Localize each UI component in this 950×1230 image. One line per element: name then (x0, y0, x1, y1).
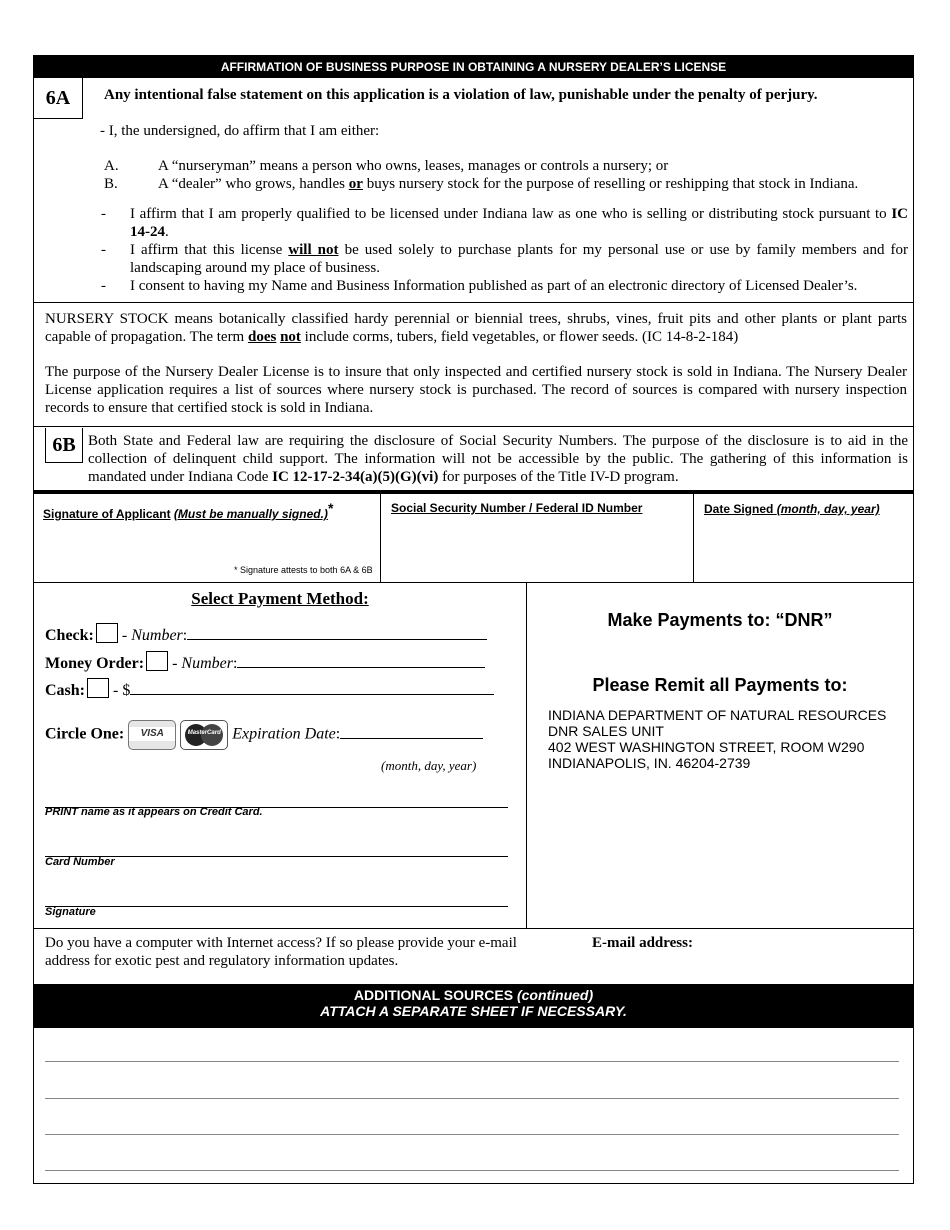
affirmation-header: AFFIRMATION OF BUSINESS PURPOSE IN OBTAINING A NURSERY DEALER’S LICENSE (34, 56, 913, 78)
divider (34, 582, 913, 583)
additional-sources-header: ADDITIONAL SOURCES (continued) ATTACH A SEPARATE SHEET IF NECESSARY. (34, 984, 913, 1028)
source-line[interactable] (45, 1170, 899, 1171)
bullet-dash: - (101, 278, 106, 294)
email-field[interactable] (704, 932, 909, 954)
option-b-text: A “dealer” who grows, handles or buys nursery stock for the purpose of reselling or reshipping that stock in Indiana. (158, 176, 859, 192)
expiration-hint: (month, day, year) (381, 758, 477, 773)
section-6a-label: 6A (34, 78, 83, 119)
divider (693, 494, 694, 582)
affirm-intro: - I, the undersigned, do affirm that I am either: (100, 123, 380, 139)
ssn-disclosure: Both State and Federal law are requiring the disclosure of Social Security Numbers. The purpose of the disclosure is to aid in the collection of delinquent child support. The information will not be accessible by the public. The gathering of this information is mandated under Indiana Code IC 12-17-2-34(a)(5)(G)(vi) for purposes of the Title IV-D program. (88, 433, 908, 485)
divider (34, 426, 913, 427)
bullet-dash: - (101, 242, 106, 258)
remit-address (548, 707, 886, 771)
payment-method-title: Select Payment Method: (191, 589, 369, 608)
nursery-dealer-form (33, 55, 914, 1184)
option-b-letter: B. (104, 176, 118, 192)
divider (526, 582, 527, 928)
option-a-letter: A. (104, 158, 119, 174)
option-a-text: A “nurseryman” means a person who owns, leases, manages or controls a nursery; or (158, 158, 669, 174)
money-order-row: Money Order: - Number: (45, 651, 485, 673)
divider (34, 928, 913, 929)
money-order-checkbox[interactable] (146, 651, 168, 671)
visa-logo[interactable]: VISA (128, 720, 176, 750)
applicant-signature-label: Signature of Applicant (Must be manually signed.)* (43, 500, 334, 521)
section-6b-label: 6B (45, 428, 83, 463)
source-line[interactable] (45, 1061, 899, 1062)
date-signed-field[interactable] (695, 518, 911, 578)
address-line: INDIANAPOLIS, IN. 46204-2739 (548, 755, 751, 771)
affirm-consent: I consent to having my Name and Business Information published as part of an electronic directory of Licensed Dealer’s. (130, 278, 858, 294)
check-row: Check: - Number: (45, 623, 487, 645)
card-signature-label: Signature (45, 906, 96, 918)
money-order-number-field[interactable] (237, 667, 485, 668)
email-question: Do you have a computer with Internet access? If so please provide your e-mail address for exotic pest and regulatory information updates. (45, 935, 517, 969)
nursery-stock-definition: NURSERY STOCK means botanically classified hardy perennial or biennial trees, shrubs, vines, fruit pits and other plants or plant parts capable of propagation. The term does not include corms, tubers, field vegetables, or flower seeds. (IC 14-8-2-184) (45, 311, 907, 345)
mastercard-logo[interactable]: MasterCard (180, 720, 228, 750)
signature-footnote: * Signature attests to both 6A & 6B (234, 565, 373, 575)
cash-row: Cash: - $ (45, 678, 494, 700)
cash-amount-field[interactable] (130, 694, 494, 695)
affirm-qualified: I affirm that I am properly qualified to be licensed under Indiana law as one who is selling or distributing stock pursuant to IC 14-24. (130, 206, 908, 240)
divider (34, 302, 913, 303)
address-line: INDIANA DEPARTMENT OF NATURAL RESOURCES (548, 707, 887, 723)
ssn-field[interactable] (382, 518, 690, 578)
check-number-field[interactable] (187, 639, 487, 640)
expiration-date-field[interactable] (340, 738, 483, 739)
card-number-label: Card Number (45, 856, 115, 868)
applicant-signature-field[interactable] (36, 518, 378, 564)
cash-checkbox[interactable] (87, 678, 109, 698)
address-line: DNR SALES UNIT (548, 723, 664, 739)
email-label: E-mail address: (592, 935, 693, 951)
print-name-label: PRINT name as it appears on Credit Card. (45, 806, 263, 818)
date-signed-label: Date Signed (month, day, year) (704, 502, 880, 516)
source-line[interactable] (45, 1134, 899, 1135)
card-signature-field[interactable] (45, 906, 508, 907)
make-payments-heading: Make Payments to: “DNR” (607, 610, 833, 630)
bullet-dash: - (101, 206, 106, 222)
ssn-label: Social Security Number / Federal ID Number (391, 501, 643, 515)
perjury-warning: Any intentional false statement on this application is a violation of law, punishable under the penalty of perjury. (104, 87, 818, 103)
remit-heading: Please Remit all Payments to: (592, 675, 848, 695)
source-line[interactable] (45, 1098, 899, 1099)
address-line: 402 WEST WASHINGTON STREET, ROOM W290 (548, 739, 865, 755)
thick-divider (34, 490, 913, 494)
license-purpose: The purpose of the Nursery Dealer License is to insure that only inspected and certified nursery stock is sold in Indiana. The Nursery Dealer License application requires a list of sources where nursery stock is purchased. The record of sources is compared with nursery inspection records to ensure that certified stock is sold in Indiana. (45, 364, 907, 416)
divider (380, 494, 381, 582)
check-checkbox[interactable] (96, 623, 118, 643)
affirm-not-personal: I affirm that this license will not be used solely to purchase plants for my personal use or use by family members and for landscaping around my place of business. (130, 242, 908, 276)
credit-card-row: Circle One: VISA MasterCard Expiration Date: (45, 720, 483, 750)
